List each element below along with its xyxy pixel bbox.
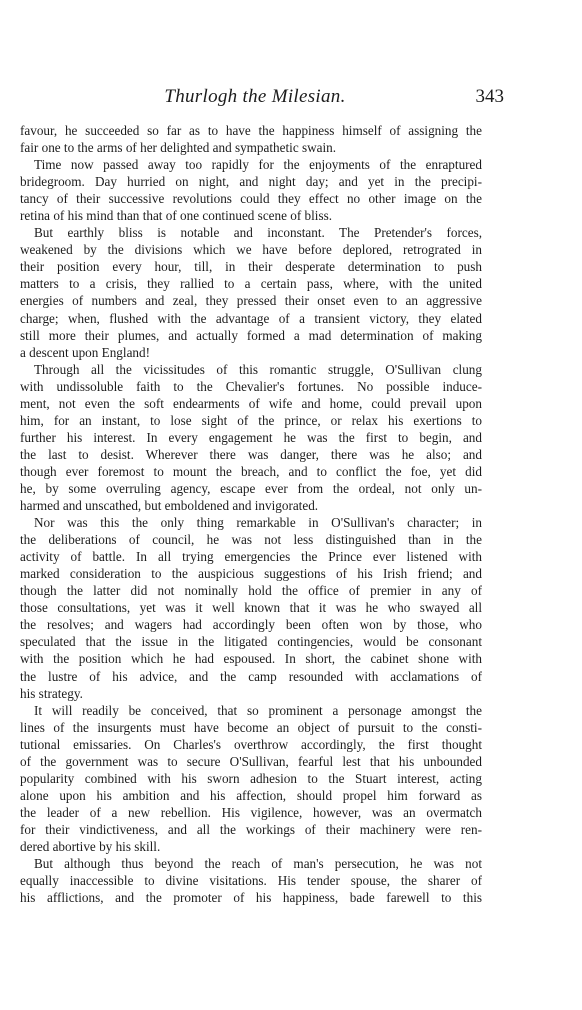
text-line: bridegroom. Day hurried on night, and night day; and yet in the precipi- [20, 174, 482, 190]
text-line: with the position which he had espoused. In short, the cabinet shone with [20, 651, 482, 667]
text-line: their position every hour, till, in their desperate determination to push [20, 259, 482, 275]
text-line: lines of the insurgents must have become an object of pursuit to the consti- [20, 719, 482, 735]
text-line: charge; when, flushed with the advantage of a transient victory, they elated [20, 310, 482, 326]
text-line: those consultations, yet was it well known that it was he who swayed all [20, 600, 482, 616]
text-line: the deliberations of council, he was not less distinguished than in the [20, 532, 482, 548]
text-line: he, by some overruling agency, escape ever from the ordeal, not only un- [20, 480, 482, 496]
text-line: with undissoluble faith to the Chevalier's fortunes. No possible induce- [20, 378, 482, 394]
text-line: retina of his mind than that of one continued scene of bliss. [20, 208, 333, 224]
text-line: the lustre of his advice, and the camp resounded with acclamations of [20, 668, 482, 684]
text-line: though ever foremost to mount the breach, and to conflict the foe, yet did [20, 463, 482, 479]
text-line: his afflictions, and the promoter of his happiness, bade farewell to this [20, 890, 482, 906]
text-line: tutional emissaries. On Charles's overthrow accordingly, the first thought [20, 736, 482, 752]
text-line: for their vindictiveness, and all the workings of their machinery were ren- [20, 821, 482, 837]
text-line: the last to desist. Wherever there was danger, there was he also; and [20, 446, 482, 462]
text-line: matters to a crisis, they rallied to a certain pass, where, with the united [20, 276, 482, 292]
text-line: the resolves; and wagers had accordingly been often won by those, who [20, 617, 482, 633]
text-line: But although thus beyond the reach of man's persecution, he was not [34, 856, 482, 872]
text-line: further his interest. In every engagement he was the first to begin, and [20, 429, 482, 445]
text-line: his strategy. [20, 685, 83, 701]
text-line: harmed and unscathed, but emboldened and invigorated. [20, 498, 319, 514]
running-head [20, 86, 504, 112]
text-line: Time now passed away too rapidly for the enjoyments of the enraptured [34, 157, 482, 173]
text-line: But earthly bliss is notable and inconstant. The Pretender's forces, [34, 225, 482, 241]
text-line: Nor was this the only thing remarkable in O'Sullivan's character; in [34, 515, 482, 531]
text-line: popularity combined with his sworn adhesion to the Stuart interest, acting [20, 770, 482, 786]
text-line: energies of numbers and zeal, they pressed their onset even to an aggressive [20, 293, 482, 309]
text-line: alone upon his ambition and his affection, should propel him forward as [20, 787, 482, 803]
text-line: though the latter did not nominally hold the office of premier in any of [20, 583, 482, 599]
text-line: dered abortive by his skill. [20, 838, 161, 854]
text-line: a descent upon England! [20, 344, 151, 360]
text-line: Through all the vicissitudes of this romantic struggle, O'Sullivan clung [34, 361, 482, 377]
text-line: marked consideration to the auspicious suggestions of his Irish friend; and [20, 566, 482, 582]
text-line: favour, he succeeded so far as to have the happiness himself of assigning the [20, 123, 482, 138]
text-line: speculated that the issue in the litigated contingencies, would be consonant [20, 634, 482, 650]
text-line: weakened by the divisions which we have before deplored, retrograted in [20, 242, 482, 258]
text-line: him, for an instant, to lose sight of the prince, or relax his exertions to [20, 412, 482, 428]
text-line: ment, not even the soft endearments of wife and home, could prevail upon [20, 395, 482, 411]
text-line: equally inaccessible to divine visitations. His tender spouse, the sharer of [20, 873, 482, 889]
text-line: fair one to the arms of her delighted and sympathetic swain. [20, 140, 337, 156]
body-text [20, 122, 482, 906]
text-line: tancy of their successive revolutions could they effect no other image on the [20, 191, 482, 207]
text-line: still more their plumes, and actually formed a mad determination of making [20, 327, 482, 343]
text-line: It will readily be conceived, that so prominent a personage amongst the [34, 702, 482, 718]
text-line: of the government was to secure O'Sullivan, fearful lest that his unbounded [20, 753, 482, 769]
running-title: Thurlogh the Milesian. [164, 86, 346, 107]
text-line: the leader of a new rebellion. His vigilence, however, was an overmatch [20, 804, 482, 820]
text-line: activity of battle. In all trying emergencies the Prince ever listened with [20, 549, 482, 565]
page-number: 343 [475, 86, 504, 107]
